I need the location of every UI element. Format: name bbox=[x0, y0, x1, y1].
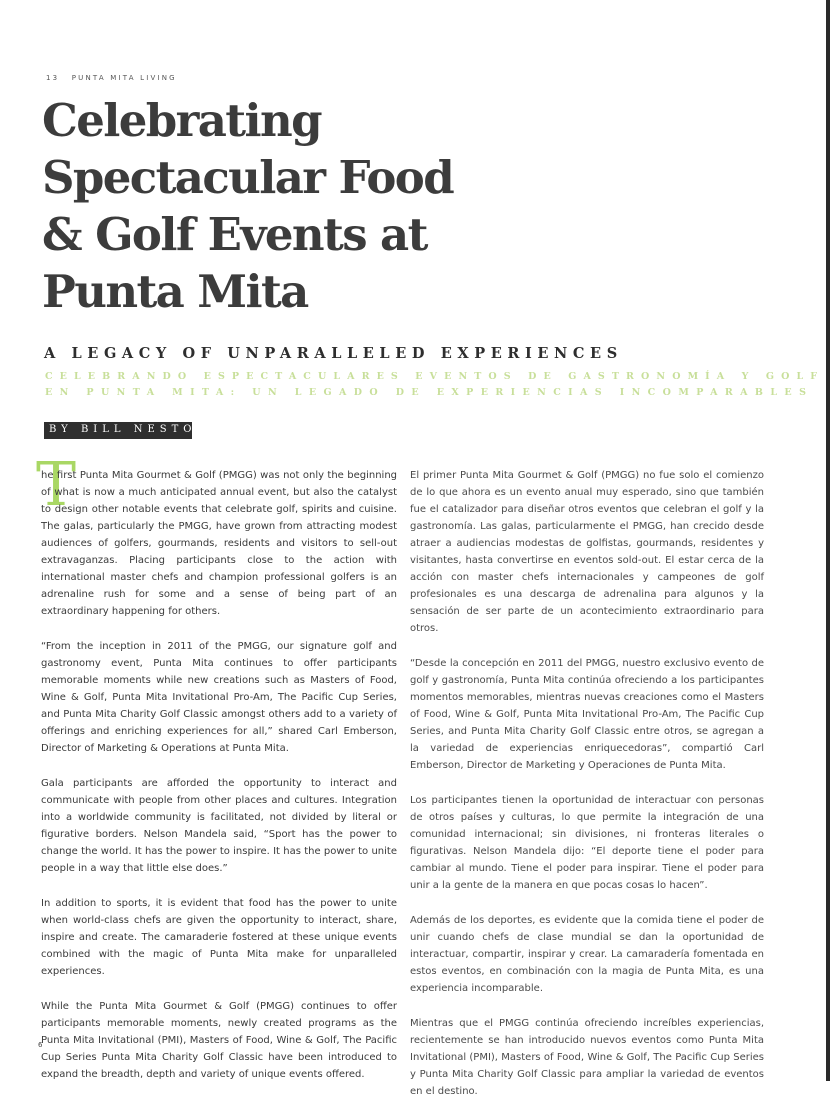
paragraph: In addition to sports, it is evident that food has the power to unite when world-class chefs are given the opportunity to interact, share, inspire and create. The camaraderie fostered at these unique events combined with the magic of Punta Mita make for unparalleled experiences. bbox=[41, 898, 397, 977]
title-line: Celebrating bbox=[42, 94, 321, 147]
title-line: & Golf Events at bbox=[42, 208, 427, 261]
article-title bbox=[42, 92, 542, 320]
title-line: Punta Mita bbox=[42, 265, 308, 318]
subtitle-spanish-line: CELEBRANDO ESPECTACULARES EVENTOS DE GASTRONOMÍA Y GOLF bbox=[45, 371, 825, 382]
paragraph: Gala participants are afforded the opportunity to interact and communicate with people from other places and cultures. Integration into a worldwide community is facilitated, not divided by literal or figurative borders. Nelson Mandela said, “Sport has the power to change the world. It has the power to inspire. It has the power to unite people in a way that little else does.” bbox=[41, 778, 397, 874]
running-head bbox=[46, 74, 177, 82]
paragraph: Los participantes tienen la oportunidad de interactuar con personas de otros países y culturas, lo que permite la integración de una comunidad internacional; sin divisiones, ni fronteras literales o figurativas. Nelson Mandela dijo: “El deporte tiene el poder para cambiar al mundo. Tiene el poder para inspirar. Tiene el poder para unir a la gente de la manera en que pocas cosas lo hacen”. bbox=[410, 795, 764, 891]
paragraph: Además de los deportes, es evidente que la comida tiene el poder de unir cuando chefs de clase mundial se dan la oportunidad de interactuar, compartir, inspirar y crear. La camaradería fomentada en estos eventos, en combinación con la magia de Punta Mita, es una experiencia incomparable. bbox=[410, 915, 764, 994]
paragraph: Mientras que el PMGG continúa ofreciendo increíbles experiencias, recientemente se han introducido nuevos eventos como Punta Mita Invitational (PMI), Masters of Food, Wine & Golf, The Pacific Cup Series y Punta Mita Charity Golf Classic para ampliar la variedad de eventos en el destino. bbox=[410, 1018, 764, 1097]
paragraph: While the Punta Mita Gourmet & Golf (PMGG) continues to offer participants memorable moments, newly created programs as the Punta Mita Invitational (PMI), Masters of Food, Wine & Golf, The Pacific Cup Series Punta Mita Charity Golf Classic have been introduced to expand the breadth, depth and variety of unique events offered. bbox=[41, 1001, 397, 1080]
english-column bbox=[41, 467, 397, 1101]
author-byline: BY BILL NESTOR bbox=[44, 422, 192, 439]
page-number: 6 bbox=[38, 1041, 43, 1049]
subtitle-english: A LEGACY OF UNPARALLELED EXPERIENCES bbox=[44, 345, 623, 362]
running-head-page: 13 bbox=[46, 74, 60, 82]
paragraph: “From the inception in 2011 of the PMGG, our signature golf and gastronomy event, Punta Mita continues to offer participants memorable moments while new creations such as Masters of Food, Wine & Golf, Punta Mita Invitational Pro-Am, The Pacific Cup Series, and Punta Mita Charity Golf Classic amongst others add to a variety of offerings and enriching experiences for all,” shared Carl Emberson, Director of Marketing & Operations at Punta Mita. bbox=[41, 641, 397, 754]
paragraph: he first Punta Mita Gourmet & Golf (PMGG) was not only the beginning of what is now a much anticipated annual event, but also the catalyst to design other notable events that celebrate golf, spirits and cuisine. The galas, particularly the PMGG, have grown from attracting modest audiences of golfers, gourmands, residents and visitors to sell-out extravaganzas. Placing participants close to the action with international master chefs and champion professional golfers is an adrenaline rush for some and a sense of being part of an extraordinary happening for others. bbox=[41, 470, 397, 617]
spanish-column bbox=[410, 467, 764, 1118]
title-line: Spectacular Food bbox=[42, 151, 454, 204]
paragraph: El primer Punta Mita Gourmet & Golf (PMGG) no fue solo el comienzo de lo que ahora es un evento anual muy esperado, sino que también fue el catalizador para diseñar otros eventos que celebran el golf y la gastronomía. Las galas, particularmente el PMGG, han crecido desde atraer a audiencias modestas de golfistas, gourmands, residentes y visitantes, hasta convertirse en eventos sold-out. El estar cerca de la acción con master chefs internacionales y campeones de golf profesionales es una descarga de adrenalina para algunos y la sensación de ser parte de un acontecimiento extraordinario para otros. bbox=[410, 470, 764, 634]
page-edge bbox=[826, 0, 830, 1081]
subtitle-spanish-line: EN PUNTA MITA: UN LEGADO DE EXPERIENCIAS INCOMPARABLES bbox=[45, 387, 814, 398]
running-head-section: PUNTA MITA LIVING bbox=[71, 74, 177, 82]
paragraph: “Desde la concepción en 2011 del PMGG, nuestro exclusivo evento de golf y gastronomía, Punta Mita continúa ofreciendo a los participantes momentos memorables, mientras nuevas creaciones como el Masters of Food, Wine & Golf, Punta Mita Invitational Pro-Am, The Pacific Cup Series, and Punta Mita Charity Golf Classic entre otros, se agregan a la variedad de experiencias enriquecedoras”, compartió Carl Emberson, Director de Marketing y Operaciones de Punta Mita. bbox=[410, 658, 764, 771]
drop-cap: T bbox=[36, 450, 77, 520]
